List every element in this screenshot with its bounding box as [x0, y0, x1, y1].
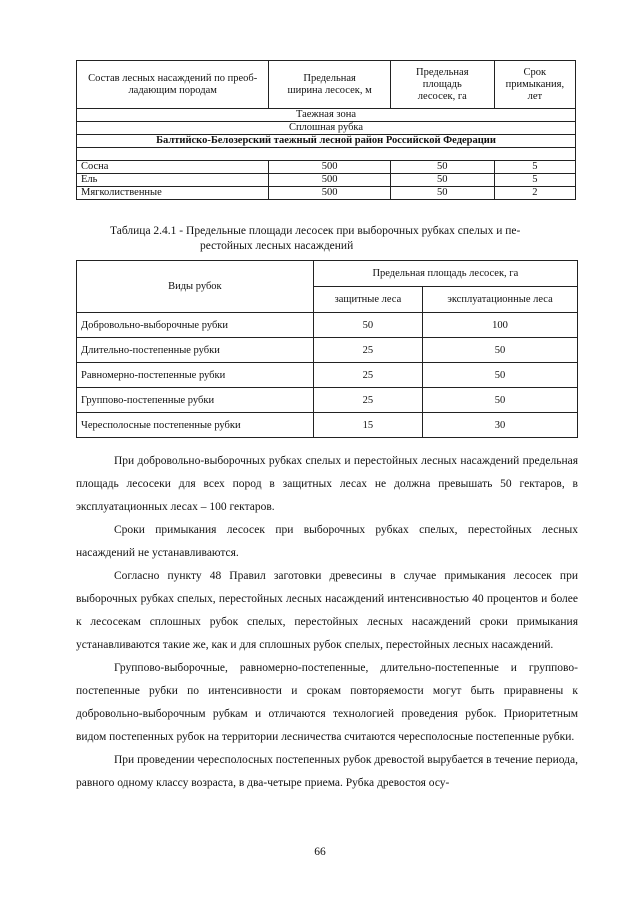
table-caption [110, 224, 580, 254]
cell-protective: 25 [313, 338, 422, 363]
felling-row [77, 122, 576, 135]
cell-area: 50 [390, 161, 494, 174]
header-composition: Состав лесных насаждений по преоб- ладающим породам [77, 61, 269, 109]
table-header-row [77, 261, 578, 287]
cell-term: 5 [494, 161, 575, 174]
header-area: Предельная площадь лесосек, га [390, 61, 494, 109]
header-area-limit: Предельная площадь лесосек, га [313, 261, 577, 287]
cell-width: 500 [269, 174, 391, 187]
cell-term: 5 [494, 174, 575, 187]
cell-term: 2 [494, 187, 575, 200]
cell-operational: 30 [423, 413, 578, 438]
cell-width: 500 [269, 161, 391, 174]
cell-area: 50 [390, 174, 494, 187]
zone-label: Таежная зона [77, 109, 576, 122]
selective-felling-table [76, 260, 578, 438]
body-text [76, 450, 578, 795]
table-row [77, 413, 578, 438]
cell-operational: 50 [423, 363, 578, 388]
table-row [77, 313, 578, 338]
cell-operational: 50 [423, 388, 578, 413]
cell-species: Ель [77, 174, 269, 187]
header-felling-type: Виды рубок [77, 261, 314, 313]
table-row [77, 187, 576, 200]
cell-felling-type: Чересполосные постепенные рубки [77, 413, 314, 438]
cell-felling-type: Добровольно-выборочные рубки [77, 313, 314, 338]
region-label: Балтийско-Белозерский таежный лесной район Российской Федерации [77, 135, 576, 148]
paragraph: При проведении чересполосных постепенных рубок древостой вырубается в течение периода, равного одному классу возраста, в два-четыре приема. Рубка древостоя осу- [76, 754, 578, 789]
region-row [77, 135, 576, 148]
caption-line-1: Таблица 2.4.1 - Предельные площади лесосек при выборочных рубках спелых и пе- [110, 225, 521, 237]
table-row [77, 388, 578, 413]
cell-operational: 100 [423, 313, 578, 338]
paragraph: Группово-выборочные, равномерно-постепенные, длительно-постепенные и группово-постепенные рубки по интенсивности и срокам повторяемости могут быть приравнены к добровольно-выборочным рубкам и отличаются технологией проведения рубок. Приоритетным видом постепенных рубок на территории лесничества считаются чересполосные постепенные рубки. [76, 662, 578, 743]
felling-limits-table [76, 60, 576, 200]
header-width: Предельная ширина лесосек, м [269, 61, 391, 109]
cell-operational: 50 [423, 338, 578, 363]
cell-protective: 15 [313, 413, 422, 438]
table-row [77, 338, 578, 363]
header-protective: защитные леса [313, 287, 422, 313]
header-operational: эксплуатационные леса [423, 287, 578, 313]
zone-row [77, 109, 576, 122]
cell-protective: 50 [313, 313, 422, 338]
cell-width: 500 [269, 187, 391, 200]
paragraph: Сроки примыкания лесосек при выборочных рубках спелых, перестойных лесных насаждений не устанавливаются. [76, 524, 578, 559]
cell-area: 50 [390, 187, 494, 200]
table-row [77, 174, 576, 187]
table-row [77, 363, 578, 388]
spacer-cell [77, 148, 576, 161]
cell-felling-type: Равномерно-постепенные рубки [77, 363, 314, 388]
caption-line-2: рестойных лесных насаждений [200, 240, 354, 252]
cell-felling-type: Группово-постепенные рубки [77, 388, 314, 413]
cell-protective: 25 [313, 363, 422, 388]
header-term: Срок примыкания, лет [494, 61, 575, 109]
table-header-row [77, 61, 576, 109]
felling-label: Сплошная рубка [77, 122, 576, 135]
cell-protective: 25 [313, 388, 422, 413]
page-number: 66 [314, 846, 326, 858]
cell-species: Сосна [77, 161, 269, 174]
spacer-row [77, 148, 576, 161]
paragraph: При добровольно-выборочных рубках спелых и перестойных лесных насаждений предельная площадь лесосеки для всех пород в защитных лесах не должна превышать 50 гектаров, в эксплуатационных лесах – 100 гектаров. [76, 455, 578, 513]
table-row [77, 161, 576, 174]
paragraph: Согласно пункту 48 Правил заготовки древесины в случае примыкания лесосек при выборочных рубках спелых, перестойных лесных насаждений интенсивностью 40 процентов и более к лесосекам сплошных рубок спелых, перестойных лесных насаждений сроки примыкания устанавливаются такие же, как и для сплошных рубок спелых, перестойных лесных насаждений. [76, 570, 578, 651]
cell-species: Мягколиственные [77, 187, 269, 200]
cell-felling-type: Длительно-постепенные рубки [77, 338, 314, 363]
